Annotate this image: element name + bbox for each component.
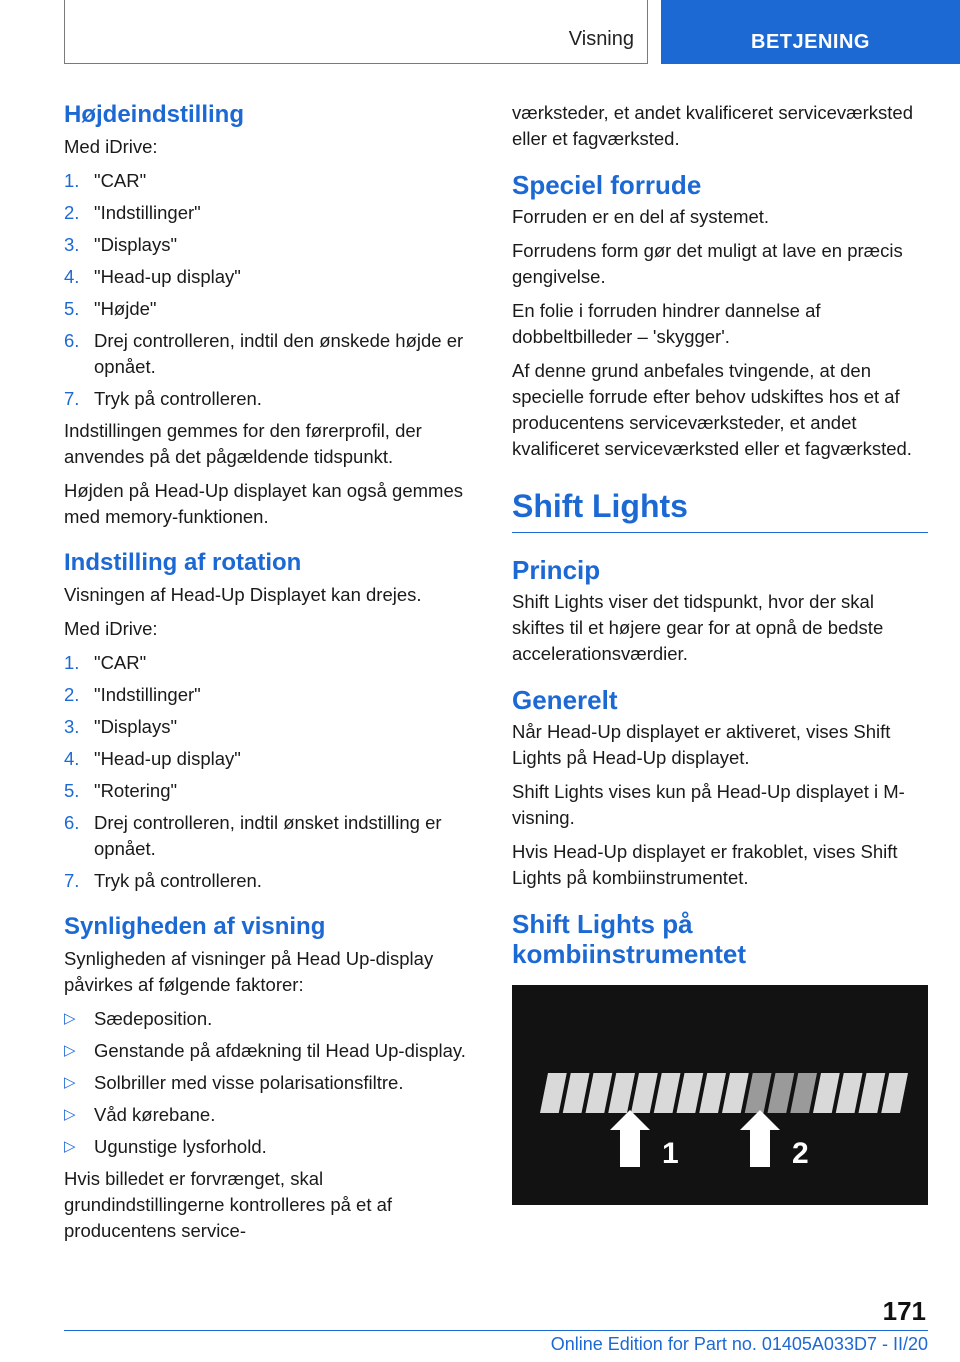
header-section-title: Visning: [568, 28, 634, 50]
heading-generelt: Generelt: [512, 685, 618, 715]
idrive-intro-1: Med iDrive:: [64, 136, 158, 157]
shift-light-bar: [677, 1073, 704, 1113]
paragraph-continued: værksteder, et andet kvalificeret serviceværksted eller et fagværksted.: [512, 102, 913, 149]
page-number: 171: [882, 1296, 926, 1326]
factors-list: [64, 1006, 478, 1160]
list-item: 3. "Displays": [64, 234, 178, 255]
list-item: 2. "Indstillinger": [64, 684, 201, 705]
shift-light-bar: [563, 1073, 590, 1113]
heading-shift-lights: Shift Lights: [512, 486, 928, 533]
list-item: 4. "Head-up display": [64, 748, 241, 769]
paragraph-forrude-1: Forruden er en del af systemet.: [512, 206, 770, 227]
heading-speciel-forrude: Speciel forrude: [512, 170, 702, 200]
left-column: [64, 100, 478, 1252]
shift-light-bar: [768, 1073, 795, 1113]
list-item: ▷ Genstande på afdækning til Head Up-display.: [64, 1038, 478, 1064]
list-item: 2. "Indstillinger": [64, 202, 201, 223]
footer-divider: [64, 1330, 928, 1331]
figure-label-2: 2: [792, 1137, 809, 1170]
arrow-2-icon: [740, 1110, 809, 1170]
list-item: 6. Drej controlleren, indtil den ønskede højde er opnået.: [64, 330, 464, 377]
triangle-bullet-icon: ▷: [64, 1138, 76, 1155]
shift-light-bar: [813, 1073, 840, 1113]
shift-light-bar: [722, 1073, 749, 1113]
list-item: ▷ Sædeposition.: [64, 1006, 478, 1032]
list-item: 5. "Højde": [64, 298, 157, 319]
paragraph-forvraenget: Hvis billedet er forvrænget, skal grundindstillingerne kontrolleres på et af producentens service-: [64, 1168, 393, 1241]
list-item: 1. "CAR": [64, 170, 147, 191]
shift-lights-figure: [512, 985, 928, 1205]
list-item: 7. Tryk på controlleren.: [64, 388, 262, 409]
list-item: ▷ Solbriller med visse polarisationsfiltre.: [64, 1070, 478, 1096]
shift-light-bar: [631, 1073, 658, 1113]
paragraph-generelt-3: Hvis Head-Up displayet er frakoblet, vises Shift Lights på kombiinstrumentet.: [512, 841, 898, 888]
right-column: [512, 100, 928, 1205]
paragraph-memory: Højden på Head-Up displayet kan også gemmes med memory-funktionen.: [64, 480, 463, 527]
list-item: 3. "Displays": [64, 716, 178, 737]
list-item: 6. Drej controlleren, indtil ønsket indstilling er opnået.: [64, 812, 442, 859]
triangle-bullet-icon: ▷: [64, 1010, 76, 1027]
paragraph-princip: Shift Lights viser det tidspunkt, hvor der skal skiftes til et højere gear for at opnå de bedste accelerationsværdier.: [512, 591, 884, 664]
list-item: ▷ Ugunstige lysforhold.: [64, 1134, 478, 1160]
header-chapter-tab[interactable]: BETJENING: [661, 0, 960, 64]
paragraph-forrude-4: Af denne grund anbefales tvingende, at den specielle forrude efter behov udskiftes hos et af producentens serviceværksteder, et andet kvalificeret serviceværksted eller et fagværksted.: [512, 360, 912, 459]
list-item: 1. "CAR": [64, 652, 147, 673]
shift-light-bar: [540, 1073, 567, 1113]
heading-synlighed: Synligheden af visning: [64, 913, 326, 940]
paragraph-generelt-2: Shift Lights vises kun på Head-Up displayet i M-visning.: [512, 781, 905, 828]
paragraph-synlighed: Synligheden af visninger på Head Up-display påvirkes af følgende faktorer:: [64, 948, 434, 995]
triangle-bullet-icon: ▷: [64, 1106, 76, 1123]
list-item: 7. Tryk på controlleren.: [64, 870, 262, 891]
triangle-bullet-icon: ▷: [64, 1042, 76, 1059]
shift-light-bar: [608, 1073, 635, 1113]
paragraph-drejes: Visningen af Head-Up Displayet kan drejes.: [64, 584, 422, 605]
paragraph-generelt-1: Når Head-Up displayet er aktiveret, vises Shift Lights på Head-Up displayet.: [512, 721, 891, 768]
list-item: 5. "Rotering": [64, 780, 178, 801]
heading-rotation: Indstilling af rotation: [64, 549, 302, 576]
shift-light-bar: [790, 1073, 817, 1113]
shift-light-bar: [881, 1073, 908, 1113]
shift-light-bar: [836, 1073, 863, 1113]
shift-light-bar: [745, 1073, 772, 1113]
heading-kombiinstrumentet: Shift Lights på kombiinstrumentet: [512, 909, 747, 969]
heading-princip: Princip: [512, 555, 601, 585]
shift-light-bar: [586, 1073, 613, 1113]
list-item: ▷ Våd kørebane.: [64, 1102, 478, 1128]
shift-light-bar: [699, 1073, 726, 1113]
paragraph-forrude-2: Forrudens form gør det muligt at lave en præcis gengivelse.: [512, 240, 903, 287]
steps-list-height: [64, 168, 478, 412]
figure-label-1: 1: [662, 1137, 679, 1170]
paragraph-forrude-3: En folie i forruden hindrer dannelse af dobbeltbilleder – 'skygger'.: [512, 300, 821, 347]
list-item: 4. "Head-up display": [64, 266, 241, 287]
shift-light-bar: [859, 1073, 886, 1113]
footer-edition: Online Edition for Part no. 01405A033D7 - II/20: [550, 1334, 928, 1354]
arrow-1-icon: [610, 1110, 679, 1170]
shift-light-bars: [540, 1073, 908, 1113]
idrive-intro-2: Med iDrive:: [64, 618, 158, 639]
steps-list-rotation: [64, 650, 478, 894]
shift-lights-illustration: [512, 985, 928, 1205]
triangle-bullet-icon: ▷: [64, 1074, 76, 1091]
heading-hojdeindstilling: Højdeindstilling: [64, 101, 244, 128]
paragraph-gemmes: Indstillingen gemmes for den førerprofil, der anvendes på det pågældende tidspunkt.: [64, 420, 422, 467]
shift-light-bar: [654, 1073, 681, 1113]
